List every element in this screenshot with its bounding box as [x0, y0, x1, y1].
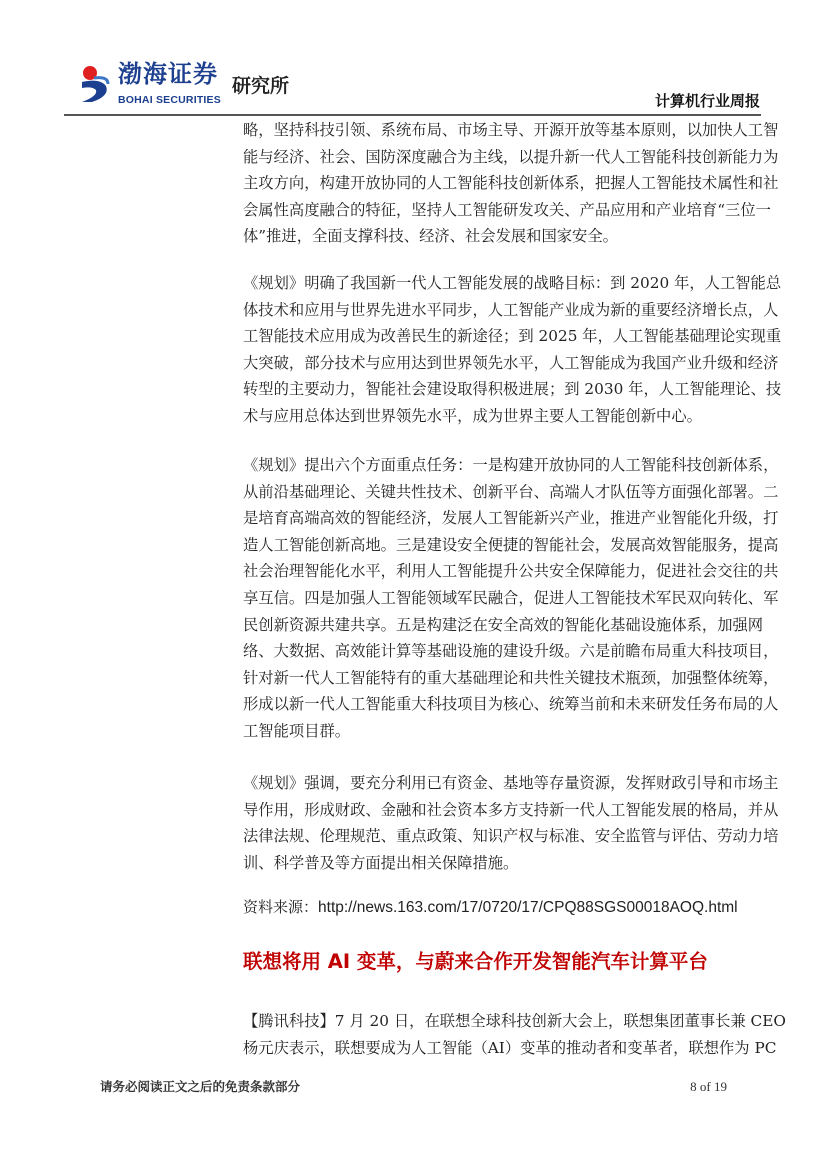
text-line: 体技术和应用与世界先进水平同步，人工智能产业成为新的重要经济增长点，人: [243, 300, 779, 319]
text-line: 络、大数据、高效能计算等基础设施的建设升级。六是前瞻布局重大科技项目，: [243, 642, 779, 661]
header-divider: [64, 114, 761, 116]
text-line: 形成以新一代人工智能重大科技项目为核心、统筹当前和未来研发任务布局的人: [243, 695, 779, 714]
source-url[interactable]: http://news.163.com/17/0720/17/CPQ88SGS00018AOQ.html: [318, 899, 738, 916]
paragraph-principles: [243, 117, 779, 250]
paragraph-tasks: [243, 452, 779, 745]
text-line: 《规划》强调，要充分利用已有资金、基地等存量资源，发挥财政引导和市场主: [243, 774, 779, 792]
text-line: 是培育高端高效的智能经济，发展人工智能新兴产业，推进产业智能化升级，打: [243, 509, 779, 528]
text-line: 针对新一代人工智能特有的重大基础理论和共性关键技术瓶颈，加强整体统筹，: [243, 668, 779, 687]
text-line: 社会治理智能化水平，利用人工智能提升公共安全保障能力，促进社会交往的共: [243, 562, 779, 581]
text-line: 《规划》提出六个方面重点任务：一是构建开放协同的人工智能科技创新体系，: [243, 456, 779, 474]
paragraph-news: [243, 1008, 786, 1061]
text-line: 《规划》明确了我国新一代人工智能发展的战略目标：到 2020 年，人工智能总: [243, 274, 782, 292]
company-logo: [78, 60, 228, 110]
text-line: 体”推进，全面支撑科技、经济、社会发展和国家安全。: [243, 227, 618, 246]
text-line: 略，坚持科技引领、系统布局、市场主导、开源开放等基本原则，以加快人工智: [243, 121, 779, 139]
text-line: 造人工智能创新高地。三是建设安全便捷的智能社会，发展高效智能服务，提高: [243, 535, 779, 554]
text-line: 享互信。四是加强人工智能领域军民融合，促进人工智能技术军民双向转化、军: [243, 588, 779, 607]
source-label: 资料来源：: [243, 898, 319, 916]
page-number: 8 of 19: [690, 1079, 727, 1094]
report-type: 计算机行业周报: [654, 92, 760, 110]
section-heading: 联想将用 AI 变革，与蔚来合作开发智能汽车计算平台: [243, 950, 708, 973]
logo-chinese-name: 渤海证券: [118, 59, 218, 88]
source-citation: [243, 896, 738, 919]
text-line: 法律法规、伦理规范、重点政策、知识产权与标准、安全监管与评估、劳动力培: [243, 827, 779, 846]
institute-label: 研究所: [232, 75, 290, 97]
text-line: 工智能项目群。: [243, 721, 351, 740]
paragraph-goals: [243, 270, 782, 430]
paragraph-support: [243, 770, 779, 876]
text-line: 转型的主要动力，智能社会建设取得积极进展；到 2030 年，人工智能理论、技: [243, 380, 782, 399]
text-line: 【腾讯科技】7 月 20 日，在联想全球科技创新大会上，联想集团董事长兼 CEO: [243, 1012, 786, 1030]
text-line: 从前沿基础理论、关键共性技术、创新平台、高端人才队伍等方面强化部署。二: [243, 482, 779, 501]
footer-disclaimer: 请务必阅读正文之后的免责条款部分: [100, 1079, 301, 1094]
text-line: 杨元庆表示，联想要成为人工智能（AI）变革的推动者和变革者，联想作为 PC: [243, 1038, 777, 1057]
logo-english-name: BOHAI SECURITIES: [118, 94, 221, 106]
text-line: 主攻方向，构建开放协同的人工智能科技创新体系，把握人工智能技术属性和社: [243, 174, 779, 193]
text-line: 工智能技术应用成为改善民生的新途径；到 2025 年，人工智能基础理论实现重: [243, 327, 782, 346]
text-line: 能与经济、社会、国防深度融合为主线，以提升新一代人工智能科技创新能力为: [243, 147, 779, 166]
text-line: 导作用，形成财政、金融和社会资本多方支持新一代人工智能发展的格局，并从: [243, 800, 779, 819]
text-line: 大突破，部分技术与应用达到世界领先水平，人工智能成为我国产业升级和经济: [243, 353, 779, 372]
text-line: 训、科学普及等方面提出相关保障措施。: [243, 853, 519, 872]
text-line: 术与应用总体达到世界领先水平，成为世界主要人工智能创新中心。: [243, 406, 702, 425]
text-line: 会属性高度融合的特征，坚持人工智能研发攻关、产品应用和产业培育“三位一: [243, 200, 771, 219]
bohai-logo-icon: [78, 64, 112, 104]
text-line: 民创新资源共建共享。五是构建泛在安全高效的智能化基础设施体系，加强网: [243, 615, 764, 634]
